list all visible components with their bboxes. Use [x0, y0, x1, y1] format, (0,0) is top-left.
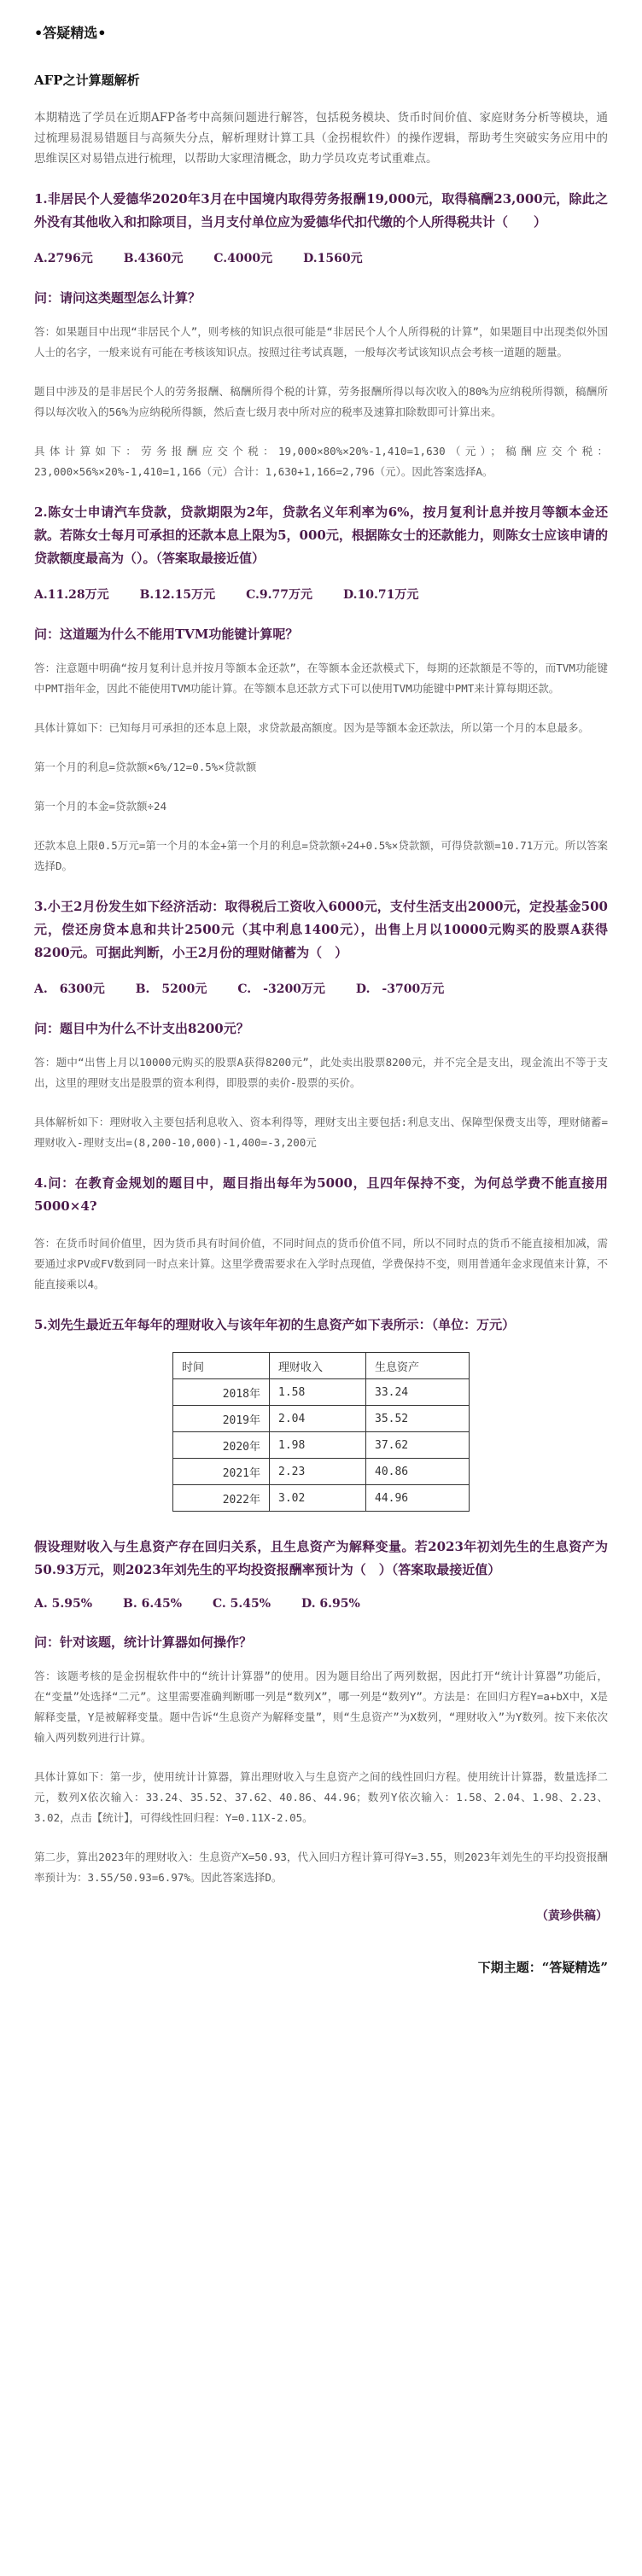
column-tag: •答疑精选• — [34, 25, 107, 41]
option-d: D.1560元 — [303, 252, 363, 265]
option-b: B.12.15万元 — [139, 588, 216, 602]
table-row — [173, 1459, 470, 1485]
question-2-ask: 问：这道题为什么不能用TVM功能键计算呢？ — [34, 627, 299, 642]
table-header-cell: 时间 — [173, 1353, 270, 1379]
table-cell: 2021年 — [173, 1459, 270, 1485]
question-1-answer-3: 具体计算如下：劳务报酬应交个税：19,000×80%×20%-1,410=1,630（元）；稿酬应交个税：23,000×56%×20%-1,410=1,166（元）合计：1,630+1,166=2,796（元）。因此答案选择A。 — [34, 445, 608, 478]
question-2-formula-1: 第一个月的利息=贷款额×6%/12=0.5%×贷款额 — [34, 761, 257, 773]
table-row — [173, 1379, 470, 1406]
table-header-row — [173, 1353, 470, 1379]
data-table — [172, 1352, 470, 1512]
option-c: C.9.77万元 — [246, 588, 312, 602]
option-c: C. -3200万元 — [237, 982, 325, 996]
option-c: C.4000元 — [213, 252, 273, 265]
next-topic: 下期主题：“答疑精选” — [477, 1960, 608, 1975]
question-1-ask: 问：请问这类题型怎么计算？ — [34, 290, 201, 306]
option-b: B.4360元 — [123, 252, 184, 265]
intro-paragraph: 本期精选了学员在近期AFP备考中高频问题进行解答，包括税务模块、货币时间价值、家庭财务分析等模块，通过梳理易混易错题目与高频失分点，解析理财计算工具（金拐棍软件）的操作逻辑，帮助考生突破实务应用中的思维误区对易错点进行梳理，以帮助大家理清概念，助力学员攻克考试重难点。 — [34, 111, 608, 166]
question-1-answer-2: 题目中涉及的是非居民个人的劳务报酬、稿酬所得个税的计算，劳务报酬所得以每次收入的80%为应纳税所得额，稿酬所得以每次收入的56%为应纳税所得额，然后查七级月表中所对应的税率及速算扣除数即可计算出来。 — [34, 385, 608, 418]
question-5-ask: 问：针对该题，统计计算器如何操作？ — [34, 1635, 253, 1650]
author-signature: （黄珍供稿） — [536, 1909, 608, 1923]
option-b: B. 6.45% — [123, 1597, 182, 1611]
question-5: 5.刘先生最近五年每年的理财收入与该年年初的生息资产如下表所示：（单位：万元） — [34, 1317, 516, 1332]
table-cell: 1.58 — [270, 1379, 366, 1406]
table-cell: 2022年 — [173, 1485, 270, 1512]
question-1-options — [34, 249, 608, 266]
question-1: 1.非居民个人爱德华2020年3月在中国境内取得劳务报酬19,000元，取得稿酬23,000元，除此之外没有其他收入和扣除项目，当月支付单位应为爱德华代扣代缴的个人所得税共计（ ） — [34, 191, 608, 230]
option-a: A. 6300元 — [34, 982, 105, 996]
question-2: 2.陈女士申请汽车贷款，贷款期限为2年，贷款名义年利率为6%，按月复利计息并按月等额本金还款。若陈女士每月可承担的还款本息上限为5，000元，根据陈女士的还款能力，则陈女士应该申请的贷款额度最高为（）。（答案取最接近值） — [34, 504, 608, 566]
question-3-options — [34, 980, 608, 997]
option-a: A.2796元 — [34, 252, 93, 265]
option-a: A. 5.95% — [34, 1597, 93, 1611]
table-cell: 3.02 — [270, 1485, 366, 1512]
question-3-ask: 问：题目中为什么不计支出8200元？ — [34, 1021, 249, 1036]
question-2-answer-3: 还款本息上限0.5万元=第一个月的本金+第一个月的利息=贷款额÷24+0.5%×贷款额，可得贷款额=10.71万元。所以答案选择D。 — [34, 839, 608, 872]
table-row — [173, 1406, 470, 1432]
question-3-answer-2: 具体解析如下：理财收入主要包括利息收入、资本利得等，理财支出主要包括:利息支出、保障型保费支出等，理财储蓄=理财收入-理财支出=(8,200-10,000)-1,400=-3,200元 — [34, 1116, 608, 1149]
table-row — [173, 1485, 470, 1512]
option-d: D. 6.95% — [301, 1597, 360, 1611]
table-row — [173, 1432, 470, 1459]
option-c: C. 5.45% — [213, 1597, 271, 1611]
option-d: D.10.71万元 — [343, 588, 419, 602]
table-header-cell: 生息资产 — [366, 1353, 470, 1379]
table-cell: 33.24 — [366, 1379, 470, 1406]
table-cell: 37.62 — [366, 1432, 470, 1459]
table-cell: 2019年 — [173, 1406, 270, 1432]
question-5-answer-1: 答：该题考核的是金拐棍软件中的“统计计算器”的使用。因为题目给出了两列数据，因此打开“统计计算器”功能后，在“变量”处选择“二元”。这里需要准确判断哪一列是“数列X”，哪一列是“数列Y”。方法是：在回归方程Y=a+bX中，X是解释变量，Y是被解释变量。题中告诉“生息资产为解释变量”，则“生息资产”为X数列，“理财收入”为Y数列。按下来依次输入两列数列进行计算。 — [34, 1670, 608, 1744]
question-2-answer-1: 答：注意题中明确“按月复利计息并按月等额本金还款”，在等额本金还款模式下，每期的还款额是不等的，而TVM功能键中PMT指年金，因此不能使用TVM功能计算。在等额本息还款方式下可以使用TVM功能键中PMT来计算每期还款。 — [34, 661, 608, 695]
question-4-answer: 答：在货币时间价值里，因为货币具有时间价值，不同时间点的货币价值不同，所以不同时点的货币不能直接相加减，需要通过求PV或FV数到同一时点来计算。这里学费需要求在入学时点现值，学费保持不变，则用普通年金求现值来计算，不能直接乘以4。 — [34, 1237, 608, 1291]
question-1-answer-1: 答：如果题目中出现“非居民个人”，则考核的知识点很可能是“非居民个人个人所得税的计算”，如果题目中出现类似外国人士的名字，一般来说有可能在考核该知识点。按照过往考试真题，一般每次考试该知识点会考核一道题的题量。 — [34, 325, 608, 358]
article-title: AFP之计算题解析 — [34, 73, 140, 88]
table-cell: 2020年 — [173, 1432, 270, 1459]
question-5-options — [34, 1597, 608, 1611]
table-cell: 44.96 — [366, 1485, 470, 1512]
question-5-answer-3: 第二步，算出2023年的理财收入：生息资产X=50.93，代入回归方程计算可得Y=3.55，则2023年刘先生的平均投资报酬率预计为：3.55/50.93=6.97%。因此答案选择D。 — [34, 1850, 608, 1884]
question-3-answer-1: 答：题中“出售上月以10000元购买的股票A获得8200元”，此处卖出股票8200元，并不完全是支出，现金流出不等于支出，这里的理财支出是股票的资本利得，即股票的卖价-股票的买价。 — [34, 1056, 608, 1089]
table-cell: 35.52 — [366, 1406, 470, 1432]
question-3: 3.小王2月份发生如下经济活动：取得税后工资收入6000元，支付生活支出2000元，定投基金500元，偿还房贷本息和共计2500元（其中利息1400元），出售上月以10000元购买的股票A获得8200元。可据此判断，小王2月份的理财储蓄为（ ） — [34, 899, 608, 960]
question-5-answer-2: 具体计算如下：第一步，使用统计计算器，算出理财收入与生息资产之间的线性回归方程。使用统计计算器，数量选择二元，数列X依次输入：33.24、35.52、37.62、40.86、44.96；数列Y依次输入：1.58、2.04、1.98、2.23、3.02，点击【统计】，可得线性回归程：Y=0.11X-2.05。 — [34, 1770, 608, 1824]
table-cell: 2.04 — [270, 1406, 366, 1432]
table-cell: 2.23 — [270, 1459, 366, 1485]
table-header-cell: 理财收入 — [270, 1353, 366, 1379]
question-2-options — [34, 586, 608, 603]
option-a: A.11.28万元 — [34, 588, 109, 602]
question-2-formula-2: 第一个月的本金=贷款额÷24 — [34, 800, 167, 813]
table-cell: 2018年 — [173, 1379, 270, 1406]
option-b: B. 5200元 — [135, 982, 207, 996]
question-5-part-2: 假设理财收入与生息资产存在回归关系，且生息资产为解释变量。若2023年初刘先生的生息资产为50.93万元，则2023年刘先生的平均投资报酬率预计为（ ）（答案取最接近值） — [34, 1539, 608, 1577]
question-4: 4.问：在教育金规划的题目中，题目指出每年为5000，且四年保持不变，为何总学费不能直接用5000×4? — [34, 1175, 608, 1214]
option-d: D. -3700万元 — [355, 982, 445, 996]
question-2-answer-2: 具体计算如下：已知每月可承担的还本息上限，求贷款最高额度。因为是等额本金还款法，所以第一个月的本息最多。 — [34, 721, 590, 734]
table-cell: 1.98 — [270, 1432, 366, 1459]
table-cell: 40.86 — [366, 1459, 470, 1485]
